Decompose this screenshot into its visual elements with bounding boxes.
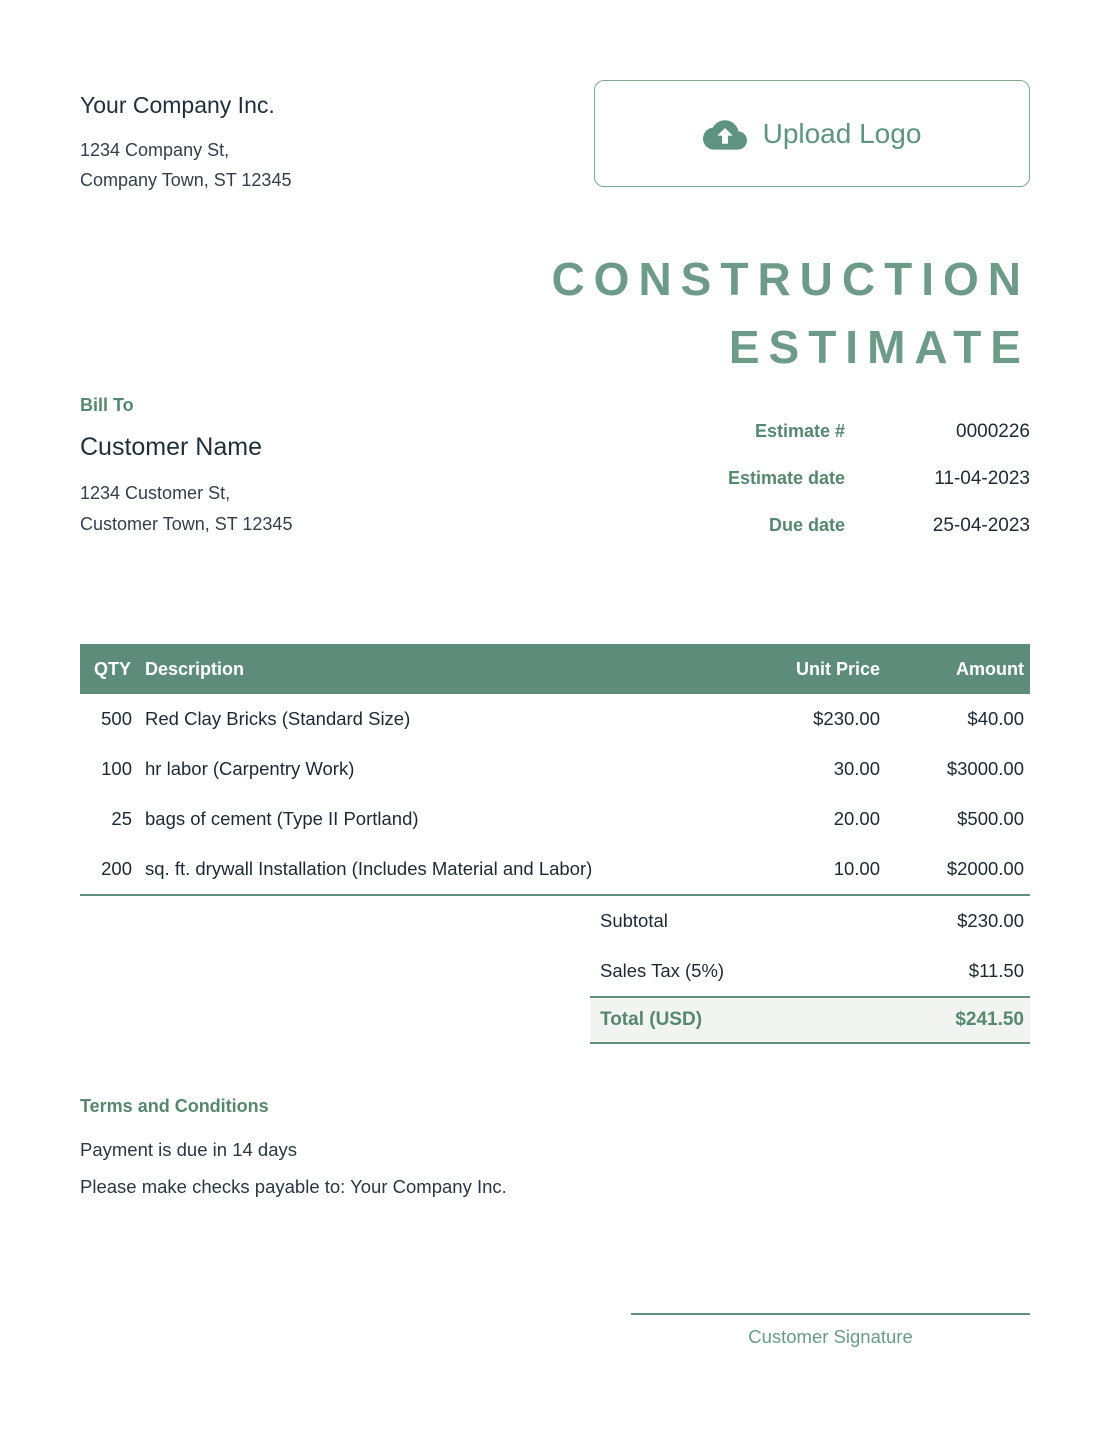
document-title-line2: ESTIMATE (728, 321, 1030, 373)
table-header-row (80, 644, 1030, 694)
estimate-date-row (650, 468, 1030, 490)
row-qty: 200 (101, 858, 132, 879)
row-description: hr labor (Carpentry Work) (145, 758, 355, 779)
row-amount: $2000.00 (946, 858, 1024, 879)
subtotal-row (590, 896, 1030, 946)
estimate-date-value: 11-04-2023 (934, 468, 1030, 489)
due-date-label: Due date (768, 515, 845, 535)
total-value: $241.50 (955, 1009, 1024, 1030)
company-address-line1: 1234 Company St, (80, 140, 230, 160)
document-title (80, 245, 1030, 381)
row-unit-price: $230.00 (813, 708, 880, 729)
sales-tax-value: $11.50 (968, 960, 1024, 981)
company-info (80, 80, 291, 195)
subtotal-value: $230.00 (957, 910, 1024, 931)
row-qty: 100 (101, 758, 132, 779)
header-qty: QTY (94, 658, 132, 679)
due-date-row (650, 515, 1030, 537)
company-address-line2: Company Town, ST 12345 (80, 170, 292, 190)
signature-block (631, 1313, 1030, 1348)
customer-address (80, 478, 292, 540)
sales-tax-row (590, 946, 1030, 996)
cloud-upload-icon (703, 117, 747, 151)
signature-line (631, 1313, 1030, 1315)
info-section (80, 395, 1030, 562)
row-amount: $3000.00 (946, 758, 1024, 779)
header-description: Description (145, 658, 245, 679)
header-unit-price: Unit Price (795, 658, 880, 679)
customer-name: Customer Name (80, 433, 262, 461)
estimate-number-row (650, 421, 1030, 443)
due-date-value: 25-04-2023 (932, 515, 1030, 536)
customer-address-line2: Customer Town, ST 12345 (80, 514, 293, 534)
row-description: Red Clay Bricks (Standard Size) (145, 708, 411, 729)
row-description: bags of cement (Type II Portland) (145, 808, 419, 829)
table-row (80, 744, 1030, 794)
bill-to-heading: Bill To (80, 395, 134, 415)
row-qty: 500 (101, 708, 132, 729)
row-unit-price: 20.00 (833, 808, 880, 829)
total-row (590, 996, 1030, 1044)
terms-heading: Terms and Conditions (80, 1096, 269, 1116)
total-label: Total (USD) (600, 1009, 703, 1030)
row-description: sq. ft. drywall Installation (Includes Material and Labor) (145, 858, 593, 879)
bill-to-block (80, 395, 292, 562)
estimate-number-value: 0000226 (956, 421, 1030, 442)
terms-section (80, 1096, 1030, 1205)
signature-label: Customer Signature (748, 1326, 913, 1347)
sales-tax-label: Sales Tax (5%) (600, 960, 725, 981)
totals-block (590, 896, 1030, 1044)
company-name: Your Company Inc. (80, 92, 275, 118)
estimate-meta (650, 421, 1030, 562)
terms-line2: Please make checks payable to: Your Company Inc. (80, 1176, 507, 1197)
row-unit-price: 10.00 (833, 858, 880, 879)
row-unit-price: 30.00 (833, 758, 880, 779)
upload-logo-label: Upload Logo (762, 117, 922, 149)
line-items-table (80, 644, 1030, 896)
estimate-number-label: Estimate # (754, 421, 845, 441)
header (80, 0, 1030, 195)
upload-logo-button[interactable] (594, 80, 1030, 187)
terms-line1: Payment is due in 14 days (80, 1139, 297, 1160)
customer-address-line1: 1234 Customer St, (80, 483, 231, 503)
table-row (80, 794, 1030, 844)
document-title-line1: CONSTRUCTION (551, 253, 1030, 305)
header-amount: Amount (956, 658, 1024, 679)
table-row (80, 694, 1030, 744)
table-row (80, 844, 1030, 894)
row-qty: 25 (111, 808, 132, 829)
estimate-date-label: Estimate date (727, 468, 845, 488)
row-amount: $40.00 (967, 708, 1024, 729)
company-address (80, 135, 291, 195)
row-amount: $500.00 (957, 808, 1024, 829)
subtotal-label: Subtotal (600, 910, 668, 931)
